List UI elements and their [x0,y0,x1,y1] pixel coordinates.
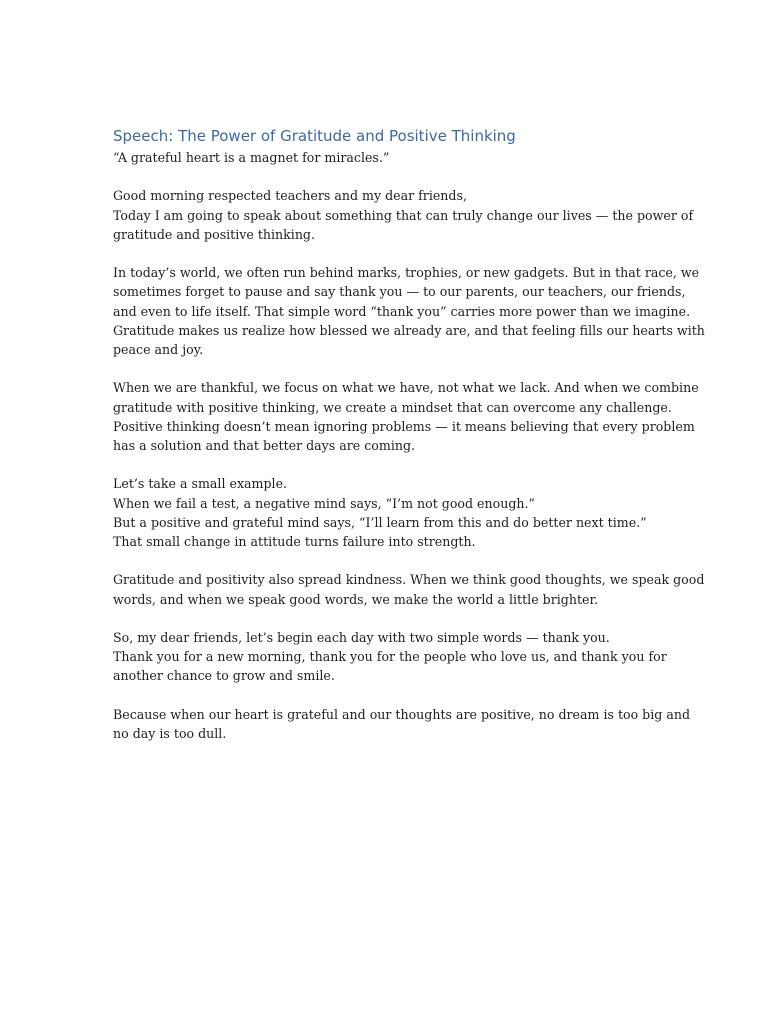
paragraph-line: Because when our heart is grateful and our thoughts are positive, no dream is too big and [113,706,691,722]
paragraph-line: In today’s world, we often run behind marks, trophies, or new gadgets. But in that race, we [113,265,700,281]
paragraph-kindness [113,570,705,608]
paragraph-line: When we fail a test, a negative mind says, “I’m not good enough.” [113,495,535,511]
paragraph-line: and even to life itself. That simple word “thank you” carries more power than we imagine. [113,303,691,319]
paragraph-line: gratitude with positive thinking, we create a mindset that can overcome any challenge. [113,399,672,415]
paragraph-line: sometimes forget to pause and say thank you — to our parents, our teachers, our friends, [113,284,686,300]
paragraph-line: Let’s take a small example. [113,476,288,492]
paragraph-line: no day is too dull. [113,725,227,741]
paragraph-line: has a solution and that better days are coming. [113,438,416,453]
paragraph-line: So, my dear friends, let’s begin each day with two simple words — thank you. [113,629,610,645]
paragraph-line: peace and joy. [113,342,204,357]
paragraph-closing [113,705,691,743]
paragraph-line: Thank you for a new morning, thank you for the people who love us, and thank you for [113,649,667,665]
paragraph-line: That small change in attitude turns failure into strength. [113,534,476,549]
paragraph-quote [113,148,661,167]
document-content [113,124,705,762]
paragraph-line: Gratitude and positivity also spread kindness. When we think good thoughts, we speak good [113,572,705,588]
paragraph-line: When we are thankful, we focus on what we have, not what we lack. And when we combine [113,380,699,396]
paragraph-line: Gratitude makes us realize how blessed we already are, and that feeling fills our hearts with [113,322,705,338]
paragraph-greeting [113,186,694,244]
paragraph-line: another chance to grow and smile. [113,668,335,684]
paragraph-thankful-mindset [113,378,699,455]
paragraph-thank-you [113,628,667,686]
paragraph-line: gratitude and positive thinking. [113,226,315,242]
paragraph-line: Positive thinking doesn’t mean ignoring problems — it means believing that every problem [113,418,695,434]
paragraph-example [113,474,661,551]
paragraph-line: “A grateful heart is a magnet for miracles.” [113,150,390,165]
paragraph-line: words, and when we speak good words, we make the world a little brighter. [113,591,599,607]
paragraph-modern-world [113,263,705,359]
paragraph-line: Good morning respected teachers and my dear friends, [113,188,467,204]
document-body [113,148,705,743]
paragraph-line: But a positive and grateful mind says, “I’ll learn from this and do better next time.” [113,514,647,530]
document-title: Speech: The Power of Gratitude and Positive Thinking [113,127,516,145]
paragraph-line: Today I am going to speak about something that can truly change our lives — the power of [113,207,694,223]
